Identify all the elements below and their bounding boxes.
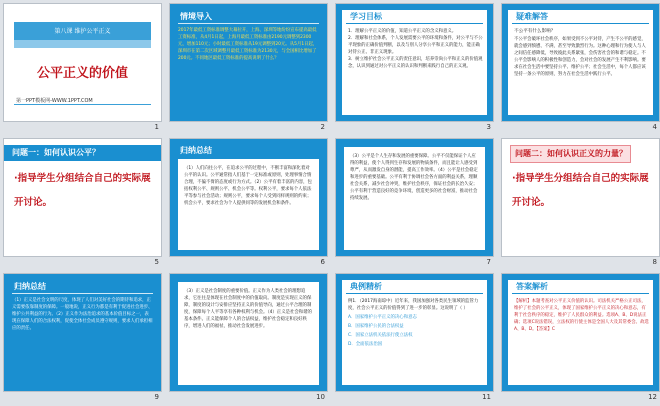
slide-3-canvas	[336, 4, 493, 121]
slide-thumb-12[interactable]	[502, 274, 659, 402]
slide-title: 问题二：如何认识正义的力量？	[510, 145, 631, 163]
slide-number: 9	[154, 393, 159, 401]
slide-number: 6	[320, 258, 325, 266]
slide-1-canvas	[4, 4, 161, 121]
task-text: ·指导学生分组结合自己的实际展开讨论。	[512, 173, 649, 208]
slide-title: 情境导入	[180, 12, 212, 21]
slide-body: （3）正义是社会制度的重要价值。正义作为人类社会的理想追求，它往往是体现在社会制度中的价值取向。制度是实现正义的保障，制度的设计与安排应坚持正义的价值导向，通过公平合理的制度，保障每个人平等享有各种权利与机会。（4）正义是社会和谐的基本条件。正义能保障个人的合法权益，维护社会稳定和良好秩序，增进人们的福祉，推动社会发展进步。	[184, 289, 312, 329]
slide-number: 2	[320, 123, 325, 131]
slide-2-canvas	[170, 4, 327, 121]
content-card	[178, 282, 319, 385]
slide-thumb-11[interactable]	[336, 274, 493, 402]
content-card	[178, 159, 319, 250]
slide-number: 3	[486, 123, 491, 131]
slide-title: 学习目标	[350, 12, 382, 21]
slide-body: 【解析】本题考查对公平正义价值的认识。司法机关严格公正司法，维护了社会的公平正义，体现了国家维护公平正义的决心和意志，有利于社会秩序的稳定，维护了人民群众的利益。选项A、B、D说法正确；选项C说法错误，立法权的行使主体是全国人大及其常委会。故选A、B、D。【答案】C	[514, 299, 649, 332]
slide-7-canvas	[336, 139, 493, 256]
title-rule	[512, 23, 649, 24]
slide-thumb-4[interactable]	[502, 4, 659, 132]
slide-title: 问题一：如何认识公平？	[4, 145, 161, 161]
slide-body: 不公平会破坏社会秩序，如果受到不公平对待，产生不公平的感觉，就会感到愤懑、不满，甚至导致激烈行为。这种心理和行为使人与人之间信任感降低，导致彼此关系紧张，会伤害社会的和谐与稳定。不公平会影响人的积极性和创造力，会对社会的发展产生不利影响。要求在社会生活中要坚持公平、维护公平；社会生活中，每个人都应该坚持一条公平的原则，努力在社会生活中践行公平。	[514, 37, 646, 77]
slide-number: 10	[316, 393, 325, 401]
exam-question: 例1．（2017海南琼中）近年来，我国加强对各类民生领域的监管力度，社会公平正义的价值得到了进一步的彰显。这说明了（ ）	[348, 299, 479, 311]
slide-8-canvas	[502, 139, 659, 256]
slide-thumb-8[interactable]	[502, 139, 659, 267]
slide-title: 归纳总结	[180, 146, 212, 155]
slide-thumb-1[interactable]	[4, 4, 161, 132]
slide-5-canvas	[4, 139, 161, 256]
title-band-sub	[14, 40, 151, 48]
slide-body	[348, 28, 483, 70]
slide-body	[348, 298, 483, 350]
slide-title: 典例精析	[350, 282, 382, 291]
goal-item: 1．理解公平正义的价值，知道公平正义的含义和意义。	[348, 29, 457, 34]
slide-number: 12	[648, 393, 657, 401]
option-c: C．国家立法机关依法行使立法权	[348, 333, 413, 338]
slide-thumb-3[interactable]	[336, 4, 493, 132]
option-d: D．全面依法治国	[348, 342, 383, 347]
task-text: ·指导学生分组结合自己的实际展开讨论。	[14, 173, 151, 208]
slide-title: 公平正义的价值	[36, 66, 128, 81]
slide-12-canvas	[502, 274, 659, 391]
title-rule	[178, 23, 319, 24]
slide-body: （1）人们向往公平，在追求公平的过程中，不断丰富和深化着对公平的认识。公平通常指人们基于一定标准或原则，处理事情合情合理，不偏不倚的态度或行为方式。（2）公平有着丰富的内容，包括权利公平、规则公平、机会公平等。权利公平，要求每个人依法平等参与社会活动；规则公平，要求每个人受到同样规则的约束；机会公平，要求社会为个人提供同等的发展机会和条件。	[184, 166, 312, 206]
slide-thumb-6[interactable]	[170, 139, 327, 267]
slide-title: 答案解析	[516, 282, 548, 291]
title-rule	[346, 23, 483, 24]
slide-thumb-2[interactable]	[170, 4, 327, 132]
title-rule	[12, 293, 153, 294]
unit-label: 第八课 维护公平正义	[54, 28, 111, 35]
slide-body: （1）正义是社会文明的尺度，体现了人们对美好社会的期待和追求，正义需要依靠制度的保障。一般地说，正义行为都是有利于促进社会进步、维护公共利益的行为。（2）正义作为法治追求的基本价值目标之一，表现在保障人们的合法权利，促使全体社会成员遵守规则，要求人们承担相应的责任。	[12, 298, 153, 331]
slide-9-canvas	[4, 274, 161, 391]
footer-line	[14, 104, 151, 105]
slide-thumb-5[interactable]	[4, 139, 161, 267]
title-rule	[346, 293, 483, 294]
content-card	[344, 147, 485, 250]
slide-thumb-9[interactable]	[4, 274, 161, 402]
slide-4-canvas	[502, 4, 659, 121]
title-rule	[512, 293, 649, 294]
slide-sorter-grid	[4, 4, 659, 402]
option-a: A．国家维护公平正义的决心和意志	[348, 315, 417, 320]
slide-6-canvas	[170, 139, 327, 256]
slide-thumb-7[interactable]	[336, 139, 493, 267]
slide-10-canvas	[170, 274, 327, 391]
slide-body: （3）公平是个人生存和发展的重要保障。公平不仅能保证个人应得的利益，使个人得到生存和发展的物质条件，而且能让人感受到尊严，从而激发自身的潜能，提高工作效率。（4）公平是社会稳定和进步的重要基础。公平有利于协调社会各方面的利益关系，理顺社会关系，减少社会冲突，维护社会秩序，保证社会的长治久安；公平有利于营造良好的竞争环境，创造更多的社会财富，推动社会持续发展。	[350, 154, 478, 201]
slide-number: 8	[652, 258, 657, 266]
slide-number: 11	[482, 393, 491, 401]
option-b: B．国家维护公民的合法权益	[348, 324, 404, 329]
goal-item: 3．树立维护社会公平正义的责任意识，培养崇尚公平和正义的价值观念，认识到通过对公平正义的认识和判断来践行自己的正义观。	[348, 57, 483, 69]
goal-item: 2．理解和社会体系，个人发展需要公平的环境和条件，对公平与不公平现象的正确价值判断，以及与别人分享公平和正义的能力，能正确对待公正、非正义现象。	[348, 36, 483, 55]
slide-11-canvas	[336, 274, 493, 391]
slide-body: 2017年最低工资标准调整大幕拉开，上海、深圳等地纷纷宣布提高最低工资标准，从4月1日起，上海月最低工资标准由2190元调整到2300元，增加110元；小时最低工资标准从19元调整到20元。从5月1日起，深圳市在第二次区域调整月最低工资标准为2130元，与全国相比增加了200元。不同地区最低工资标准的提高说明了什么？	[178, 28, 318, 61]
slide-number: 7	[486, 258, 491, 266]
slide-title: 归纳总结	[14, 282, 46, 291]
slide-thumb-10[interactable]	[170, 274, 327, 402]
slide-number: 4	[652, 123, 657, 131]
slide-number: 1	[154, 123, 159, 131]
question-label: 不公平有什么影响？	[514, 29, 556, 34]
slide-number: 5	[154, 258, 159, 266]
template-credit: 第一PPT模板网-WWW.1PPT.COM	[16, 98, 93, 104]
slide-title: 疑难解答	[516, 12, 548, 21]
